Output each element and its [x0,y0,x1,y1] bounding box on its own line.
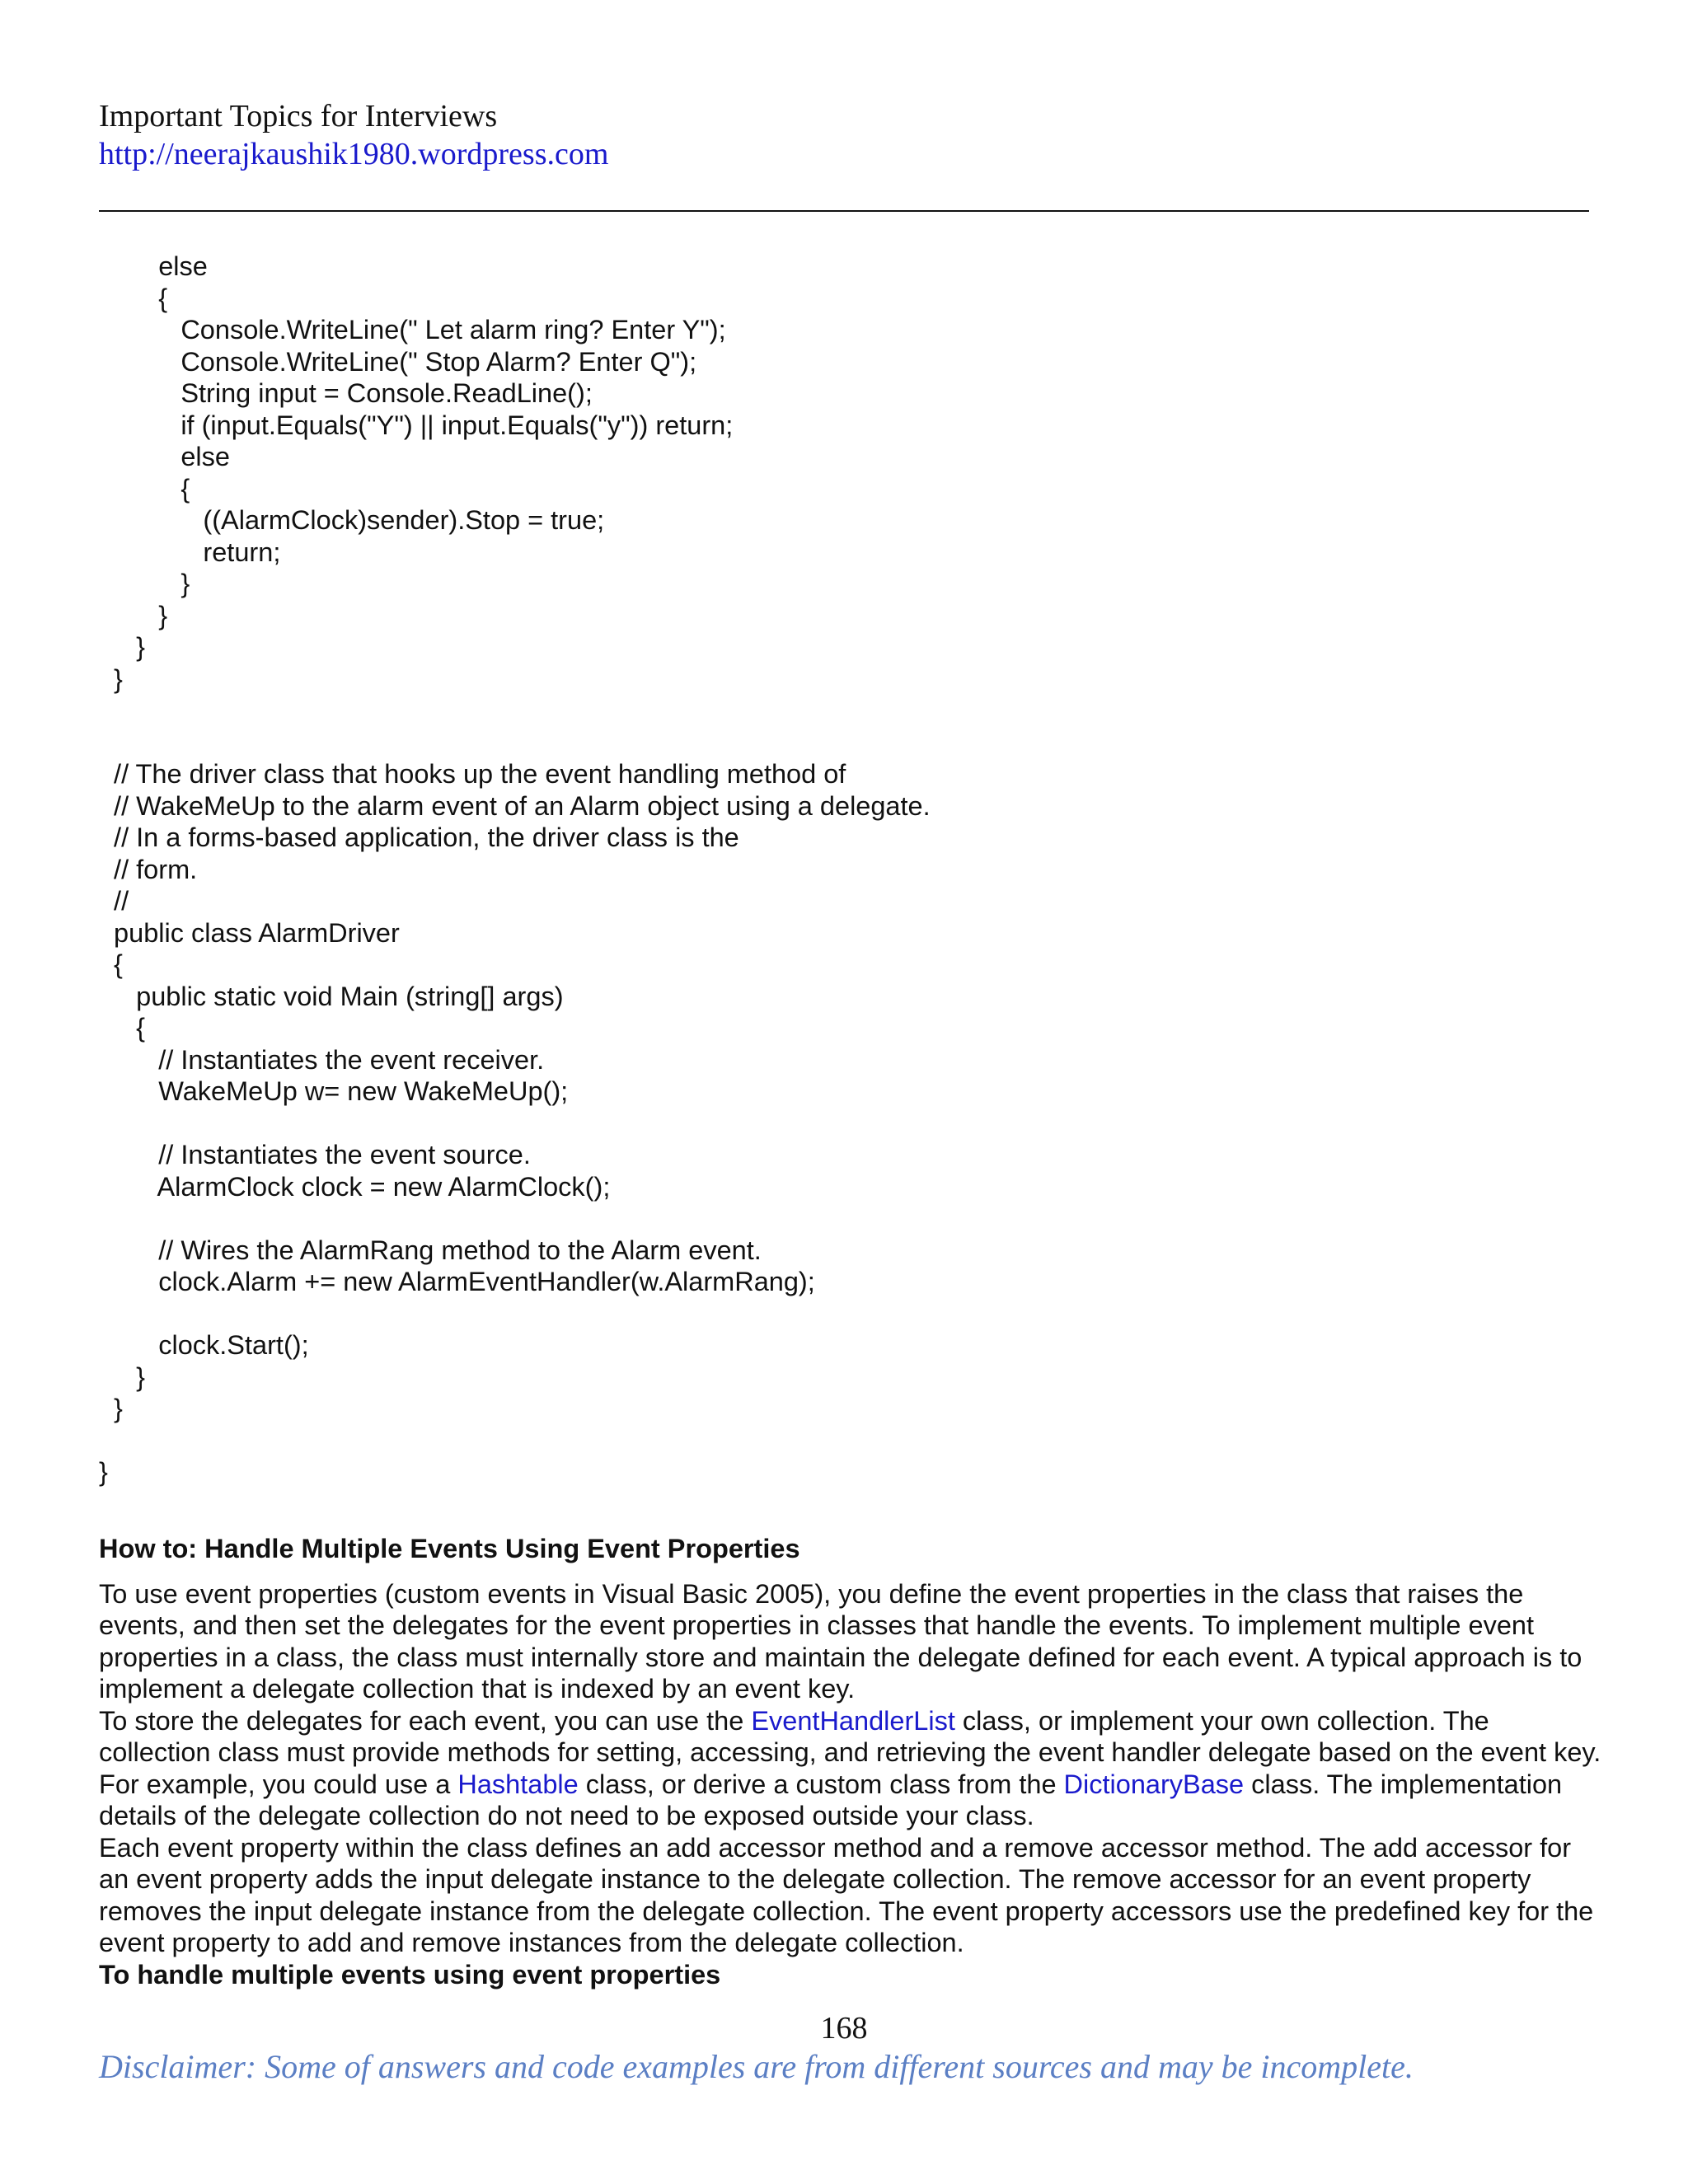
code-block [99,251,1589,1488]
paragraph-3: Each event property within the class defines an add accessor method and a remove accessor method. The add accessor for an event property adds the input delegate instance to the delegate collection. The remove accessor for an event property removes the input delegate instance from the delegate collection. The event property accessors use the predefined key for the event property to add and remove instances from the delegate collection. [99,1832,1594,1957]
code-line: if (input.Equals("Y") || input.Equals("y")) return; [99,410,734,440]
paragraph-1: To use event properties (custom events in Visual Basic 2005), you define the event properties in the class that raises the events, and then set the delegates for the event properties in classes that handle the events. To implement multiple event properties in a class, the class must internally store and maintain the delegate defined for each event. A typical approach is to implement a delegate collection that is indexed by an event key. [99,1578,1582,1704]
code-line: // Wires the AlarmRang method to the Alarm event. [99,1235,762,1265]
code-line: } [99,1361,146,1392]
paragraph-2-text-3: class, or derive a custom class from the [578,1769,1064,1799]
page-number: 168 [820,2011,868,2046]
header-divider [99,210,1589,212]
eventhandlerlist-link[interactable]: EventHandlerList [751,1705,955,1736]
code-line: } [99,663,123,694]
code-line: WakeMeUp w= new WakeMeUp(); [99,1076,569,1106]
code-line: } [99,632,146,662]
code-line: else [99,251,208,281]
article-section [99,1533,1607,1990]
code-line: Console.WriteLine(" Stop Alarm? Enter Q"); [99,346,697,377]
code-line: } [99,1394,123,1423]
hashtable-link[interactable]: Hashtable [457,1769,579,1799]
code-line: // [99,886,129,916]
code-line: // Instantiates the event source. [99,1140,531,1169]
code-line: { [99,1013,146,1043]
code-line: public class AlarmDriver [99,917,400,948]
paragraph-2-text-4: class. The implementation details of the delegate collection do not need to be exposed outside your class. [99,1769,1563,1830]
code-line: clock.Alarm += new AlarmEventHandler(w.AlarmRang); [99,1267,815,1296]
code-line: // WakeMeUp to the alarm event of an Alarm object using a delegate. [99,790,931,821]
code-line: // Instantiates the event receiver. [99,1044,545,1075]
code-line: } [99,569,190,598]
header-url-link[interactable]: http://neerajkaushik1980.wordpress.com [99,137,609,171]
code-line: // The driver class that hooks up the event handling method of [99,759,846,789]
code-line: clock.Start(); [99,1330,309,1360]
code-line: public static void Main (string[] args) [99,981,564,1011]
paragraph-2 [99,1705,1607,1832]
header-title: Important Topics for Interviews [99,99,498,134]
code-line: return; [99,537,281,567]
code-line: Console.WriteLine(" Let alarm ring? Enter Y"); [99,315,726,344]
dictionarybase-link[interactable]: DictionaryBase [1063,1769,1245,1799]
code-line: { [99,473,190,504]
code-line: } [99,1457,108,1487]
code-line [99,727,1589,759]
code-line [99,1202,1589,1235]
code-line: // In a forms-based application, the driver class is the [99,823,739,852]
disclaimer: Disclaimer: Some of answers and code examples are from different sources and may be incomplete. [99,2048,1414,2085]
paragraph-2-text-1: To store the delegates for each event, you can use the [99,1705,752,1736]
code-line [99,695,1589,727]
code-line: ((AlarmClock)sender).Stop = true; [99,505,605,535]
section-heading: How to: Handle Multiple Events Using Event Properties [99,1534,800,1563]
code-line [99,1108,1589,1140]
subheading: To handle multiple events using event properties [99,1959,721,1990]
code-line: AlarmClock clock = new AlarmClock(); [99,1171,611,1202]
code-line: } [99,600,168,630]
code-line: { [99,949,123,979]
code-line: // form. [99,854,198,884]
paragraph-2-text-2: class, or implement your own collection. The collection class must provide methods for setting, accessing, and retrieving the event handler delegate based on the event key. For example, you could use a [99,1705,1601,1799]
code-line: { [99,283,168,313]
code-line [99,1298,1589,1330]
code-line: else [99,442,230,471]
code-line: String input = Console.ReadLine(); [99,378,593,408]
code-line [99,1425,1589,1457]
